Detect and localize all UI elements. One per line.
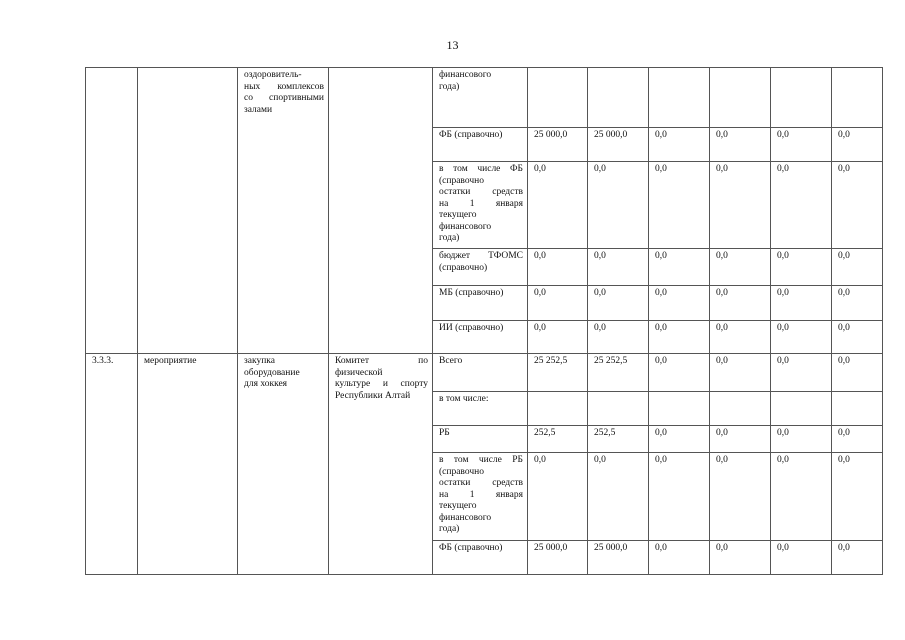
amount-cell: 0,0 <box>710 162 771 249</box>
amount-cell: 0,0 <box>771 354 832 392</box>
amount-cell: 0,0 <box>588 453 649 541</box>
executor-cell <box>329 354 433 575</box>
budget-table <box>85 67 883 575</box>
amount-cell: 0,0 <box>649 426 710 453</box>
cell-text-line: ных комплексов <box>244 81 324 92</box>
cell-text-line: МБ (справочно) <box>439 288 504 298</box>
amount-cell <box>528 392 588 426</box>
cell-text-line: финансового <box>439 70 492 80</box>
amount-cell: 25 252,5 <box>588 354 649 392</box>
amount-cell: 0,0 <box>528 286 588 321</box>
amount-cell: 0,0 <box>528 249 588 286</box>
amount-cell: 0,0 <box>771 286 832 321</box>
cell-text-line: культуре и спорту <box>335 379 428 389</box>
funding-source-cell <box>433 68 528 128</box>
amount-cell: 0,0 <box>710 286 771 321</box>
amount-cell: 0,0 <box>710 453 771 541</box>
amount-cell: 0,0 <box>649 354 710 392</box>
table-row <box>86 354 883 392</box>
cell-text-line: ФБ (справочно) <box>439 130 503 140</box>
amount-cell: 0,0 <box>832 162 883 249</box>
cell-text-line: РБ <box>439 428 450 438</box>
amount-cell: 25 252,5 <box>528 354 588 392</box>
cell-text-line: оздоровитель- <box>244 70 302 80</box>
number-cell <box>86 68 138 354</box>
table-row <box>86 68 883 128</box>
cell-text-line: года) <box>439 81 460 92</box>
amount-cell <box>771 68 832 128</box>
amount-cell: 0,0 <box>528 162 588 249</box>
type-cell <box>138 68 238 354</box>
funding-source-cell <box>433 354 528 392</box>
amount-cell: 0,0 <box>649 541 710 575</box>
cell-text-line: финансового <box>439 512 492 523</box>
amount-cell: 252,5 <box>528 426 588 453</box>
cell-text-line: в том числе: <box>439 394 489 404</box>
funding-source-cell <box>433 162 528 249</box>
cell-text-line: бюджет ТФОМС <box>439 251 523 261</box>
cell-text-line: остатки средств <box>439 187 523 197</box>
amount-cell: 25 000,0 <box>588 128 649 162</box>
amount-cell <box>588 68 649 128</box>
cell-text-line: ИИ (справочно) <box>439 323 504 333</box>
object-cell <box>238 68 329 354</box>
funding-source-cell <box>433 453 528 541</box>
amount-cell: 0,0 <box>528 453 588 541</box>
amount-cell: 0,0 <box>588 286 649 321</box>
cell-text-line: текущего <box>439 501 477 511</box>
amount-cell: 0,0 <box>528 321 588 354</box>
funding-source-cell <box>433 392 528 426</box>
cell-text-line: залами <box>244 104 273 115</box>
amount-cell: 0,0 <box>832 321 883 354</box>
amount-cell: 25 000,0 <box>528 541 588 575</box>
amount-cell: 0,0 <box>649 128 710 162</box>
amount-cell: 0,0 <box>832 453 883 541</box>
cell-text-line: года) <box>439 524 460 534</box>
amount-cell: 0,0 <box>771 128 832 162</box>
cell-text-line: Всего <box>439 356 463 366</box>
amount-cell <box>649 392 710 426</box>
funding-source-cell <box>433 128 528 162</box>
cell-text-line: Комитет по <box>335 356 428 366</box>
amount-cell: 0,0 <box>588 321 649 354</box>
amount-cell: 0,0 <box>649 286 710 321</box>
funding-source-cell <box>433 249 528 286</box>
amount-cell: 0,0 <box>710 249 771 286</box>
cell-text-line: со спортивными <box>244 93 324 103</box>
cell-text-line: для хоккея <box>244 379 288 389</box>
amount-cell: 0,0 <box>832 249 883 286</box>
cell-text-line: на 1 января <box>439 489 523 500</box>
amount-cell: 0,0 <box>710 541 771 575</box>
amount-cell: 0,0 <box>771 426 832 453</box>
amount-cell: 0,0 <box>710 321 771 354</box>
amount-cell: 0,0 <box>832 426 883 453</box>
amount-cell: 0,0 <box>771 249 832 286</box>
cell-text-line: Республики Алтай <box>335 390 411 401</box>
amount-cell: 0,0 <box>649 162 710 249</box>
amount-cell: 0,0 <box>771 162 832 249</box>
funding-source-cell <box>433 321 528 354</box>
amount-cell <box>588 392 649 426</box>
amount-cell: 0,0 <box>649 453 710 541</box>
cell-text-line: остатки средств <box>439 478 523 488</box>
amount-cell <box>832 392 883 426</box>
cell-text-line: финансового <box>439 221 492 232</box>
cell-text-line: оборудование <box>244 367 300 378</box>
funding-source-cell <box>433 541 528 575</box>
amount-cell: 0,0 <box>710 128 771 162</box>
amount-cell: 0,0 <box>832 541 883 575</box>
funding-source-cell <box>433 286 528 321</box>
type-cell: мероприятие <box>138 354 238 575</box>
number-cell: 3.3.3. <box>86 354 138 575</box>
amount-cell: 0,0 <box>588 162 649 249</box>
amount-cell: 0,0 <box>771 541 832 575</box>
amount-cell <box>710 392 771 426</box>
amount-cell: 0,0 <box>771 453 832 541</box>
amount-cell <box>771 392 832 426</box>
amount-cell: 0,0 <box>588 249 649 286</box>
amount-cell <box>528 68 588 128</box>
executor-cell <box>329 68 433 354</box>
amount-cell <box>832 68 883 128</box>
amount-cell: 252,5 <box>588 426 649 453</box>
amount-cell: 25 000,0 <box>528 128 588 162</box>
object-cell <box>238 354 329 575</box>
cell-text-line: на 1 января <box>439 198 523 209</box>
funding-source-cell <box>433 426 528 453</box>
cell-text-line: (справочно) <box>439 262 488 273</box>
cell-text-line: (справочно <box>439 175 484 186</box>
amount-cell: 0,0 <box>649 249 710 286</box>
amount-cell: 0,0 <box>710 354 771 392</box>
page-number: 13 <box>446 38 459 52</box>
cell-text-line: ФБ (справочно) <box>439 543 503 553</box>
cell-text-line: года) <box>439 233 460 243</box>
amount-cell: 25 000,0 <box>588 541 649 575</box>
amount-cell: 0,0 <box>832 286 883 321</box>
amount-cell: 0,0 <box>649 321 710 354</box>
amount-cell: 0,0 <box>771 321 832 354</box>
cell-text-line: в том числе ФБ <box>439 164 523 174</box>
amount-cell <box>710 68 771 128</box>
cell-text-line: в том числе РБ <box>439 455 523 465</box>
amount-cell <box>649 68 710 128</box>
cell-text-line: физической <box>335 367 383 378</box>
amount-cell: 0,0 <box>832 128 883 162</box>
cell-text-line: (справочно <box>439 466 484 477</box>
cell-text-line: закупка <box>244 356 275 366</box>
cell-text-line: текущего <box>439 210 477 220</box>
amount-cell: 0,0 <box>832 354 883 392</box>
amount-cell: 0,0 <box>710 426 771 453</box>
